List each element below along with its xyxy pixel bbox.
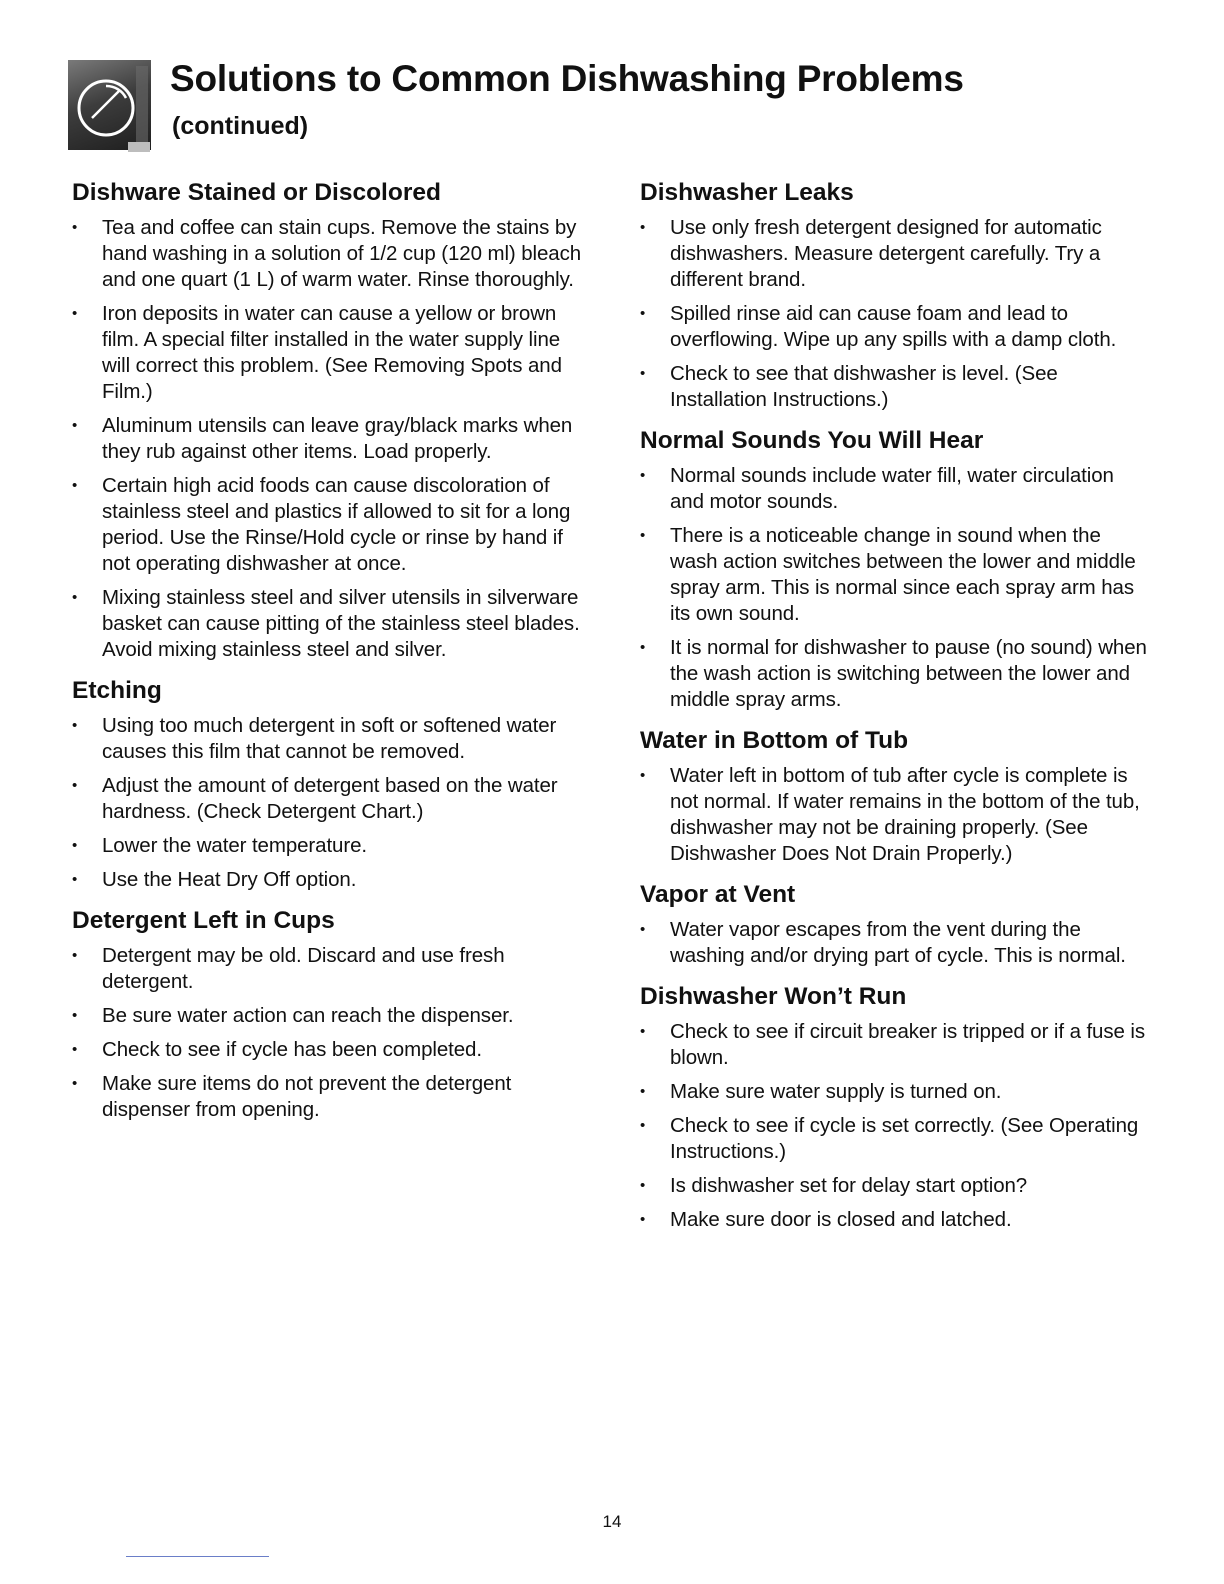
list-item: • Normal sounds include water fill, water circulation and motor sounds. (640, 463, 1150, 515)
section-dishware-stained (72, 177, 582, 663)
page-number: 14 (602, 1512, 622, 1531)
right-column (640, 177, 1150, 1245)
list-item: • Iron deposits in water can cause a yellow or brown film. A special filter installed in the water supply line will correct this problem. (See Removing Spots and Film.) (72, 301, 582, 405)
list-item: • Be sure water action can reach the dispenser. (72, 1003, 582, 1029)
dishwasher-logo-icon (68, 60, 151, 150)
left-column (72, 177, 582, 1135)
bullet-list (72, 943, 582, 1123)
section-heading: Vapor at Vent (640, 881, 796, 908)
bullet-list (640, 917, 1150, 969)
list-item: • Detergent may be old. Discard and use fresh detergent. (72, 943, 582, 995)
section-heading: Normal Sounds You Will Hear (640, 427, 984, 454)
list-item: • Check to see if cycle has been completed. (72, 1037, 582, 1063)
list-item: • Mixing stainless steel and silver utensils in silverware basket can cause pitting of the stainless steel blades. Avoid mixing stainless steel and silver. (72, 585, 582, 663)
list-item: • There is a noticeable change in sound when the wash action switches between the lower and middle spray arm. This is normal since each spray arm has its own sound. (640, 523, 1150, 627)
section-heading: Detergent Left in Cups (72, 907, 335, 934)
page-title: Solutions to Common Dishwashing Problems (170, 58, 964, 99)
list-item: • Water left in bottom of tub after cycle is complete is not normal. If water remains in the bottom of the tub, dishwasher may not be draining properly. (See Dishwasher Does Not Drain Properly.) (640, 763, 1150, 867)
bullet-list (640, 1019, 1150, 1233)
page-subtitle: (continued) (172, 112, 309, 140)
section-heading: Etching (72, 677, 162, 704)
section-heading: Dishwasher Won’t Run (640, 983, 907, 1010)
list-item: • Make sure door is closed and latched. (640, 1207, 1150, 1233)
list-item: • Aluminum utensils can leave gray/black marks when they rub against other items. Load properly. (72, 413, 582, 465)
list-item: • Adjust the amount of detergent based on the water hardness. (Check Detergent Chart.) (72, 773, 582, 825)
section-etching (72, 675, 582, 893)
list-item: • Make sure items do not prevent the detergent dispenser from opening. (72, 1071, 582, 1123)
list-item: • Spilled rinse aid can cause foam and lead to overflowing. Wipe up any spills with a damp cloth. (640, 301, 1150, 353)
list-item: • Using too much detergent in soft or softened water causes this film that cannot be removed. (72, 713, 582, 765)
list-item: • Make sure water supply is turned on. (640, 1079, 1150, 1105)
page-header (68, 58, 1168, 158)
bullet-list (640, 763, 1150, 867)
list-item: • Tea and coffee can stain cups. Remove the stains by hand washing in a solution of 1/2 cup (120 ml) bleach and one quart (1 L) of warm water. Rinse thoroughly. (72, 215, 582, 293)
section-heading: Dishware Stained or Discolored (72, 179, 441, 206)
bullet-list (640, 463, 1150, 713)
list-item: • Use only fresh detergent designed for automatic dishwashers. Measure detergent carefully. Try a different brand. (640, 215, 1150, 293)
section-detergent-left (72, 905, 582, 1123)
list-item: • It is normal for dishwasher to pause (no sound) when the wash action is switching between the lower and middle spray arms. (640, 635, 1150, 713)
section-dishwasher-leaks (640, 177, 1150, 413)
section-heading: Dishwasher Leaks (640, 179, 854, 206)
section-wont-run (640, 981, 1150, 1233)
section-heading: Water in Bottom of Tub (640, 727, 909, 754)
list-item: • Certain high acid foods can cause discoloration of stainless steel and plastics if allowed to sit for a long period. Use the Rinse/Hold cycle or rinse by hand if not operating dishwasher at once. (72, 473, 582, 577)
list-item: • Lower the water temperature. (72, 833, 582, 859)
section-normal-sounds (640, 425, 1150, 713)
footer-rule (126, 1556, 269, 1557)
list-item: • Check to see if circuit breaker is tripped or if a fuse is blown. (640, 1019, 1150, 1071)
section-vapor-at-vent (640, 879, 1150, 969)
bullet-list (72, 713, 582, 893)
list-item: • Check to see that dishwasher is level. (See Installation Instructions.) (640, 361, 1150, 413)
list-item: • Is dishwasher set for delay start option? (640, 1173, 1150, 1199)
list-item: • Check to see if cycle is set correctly. (See Operating Instructions.) (640, 1113, 1150, 1165)
list-item: • Use the Heat Dry Off option. (72, 867, 582, 893)
bullet-list (72, 215, 582, 663)
list-item: • Water vapor escapes from the vent during the washing and/or drying part of cycle. This is normal. (640, 917, 1150, 969)
bullet-list (640, 215, 1150, 413)
section-water-in-bottom (640, 725, 1150, 867)
